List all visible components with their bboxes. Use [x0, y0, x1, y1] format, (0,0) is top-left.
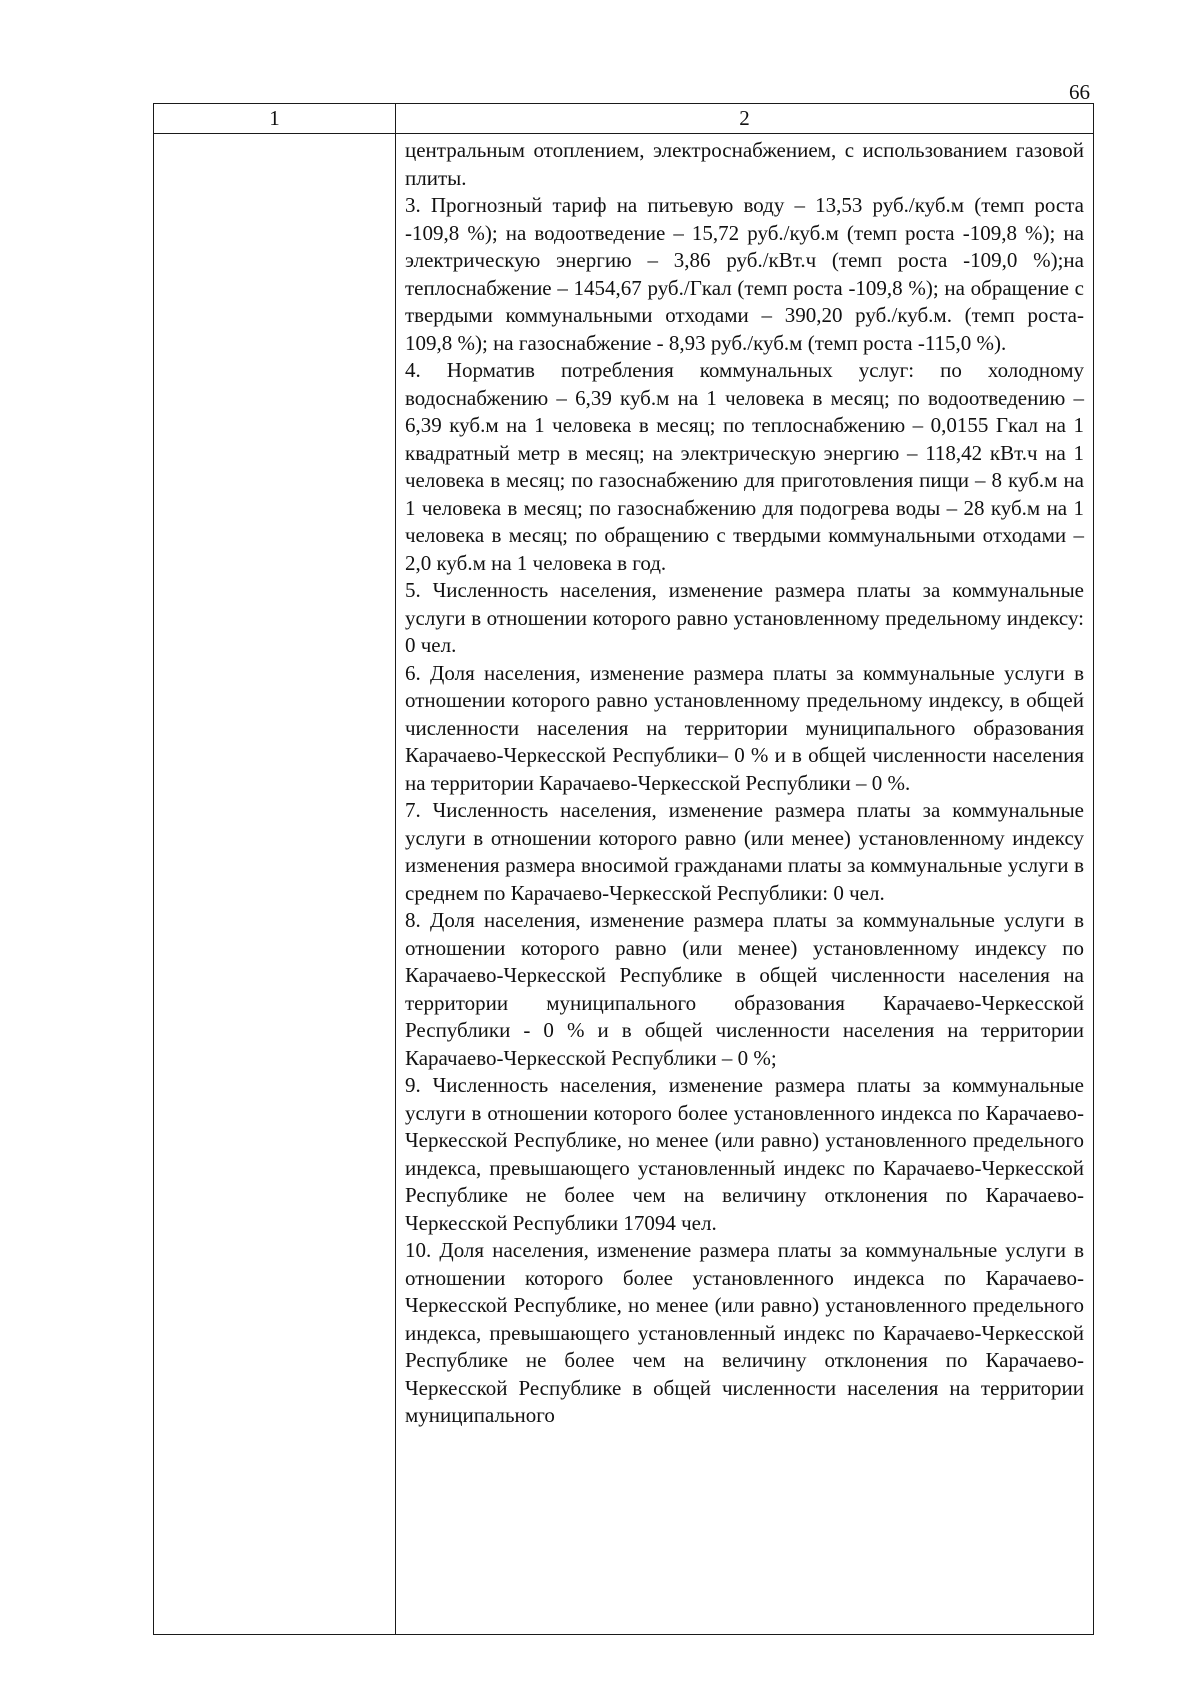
table-body-row: [154, 134, 1094, 1635]
table-header-row: [154, 104, 1094, 134]
paragraph-7: 7. Численность населения, изменение размера платы за коммунальные услуги в отношении которого равно (или менее) установленному индексу изменения размера вносимой гражданами платы за коммунальные услуги в среднем по Карачаево-Черкесской Республики: 0 чел.: [405, 798, 1084, 905]
paragraph-9: 9. Численность населения, изменение размера платы за коммунальные услуги в отношении которого более установленного индекса по Карачаево-Черкесской Республике, но менее (или равно) установленного предельного индекса, превышающего установленный индекс по Карачаево-Черкесской Республике не более чем на величину отклонения по Карачаево-Черкесской Республики 17094 чел.: [405, 1073, 1084, 1235]
paragraph-8: 8. Доля населения, изменение размера платы за коммунальные услуги в отношении которого равно (или менее) установленному индексу по Карачаево-Черкесской Республике в общей численности населения на территории муниципального образования Карачаево-Черкесской Республики - 0 % и в общей численности населения на территории Карачаево-Черкесской Республики – 0 %;: [405, 908, 1084, 1070]
paragraph-4-norms: 4. Норматив потребления коммунальных услуг: по холодному водоснабжению – 6,39 куб.м на 1 человека в месяц; по водоотведению – 6,39 куб.м на 1 человека в месяц; по теплоснабжению – 0,0155 Гкал на 1 квадратный метр в месяц; на электрическую энергию – 118,42 кВт.ч на 1 человека в месяц; по газоснабжению для приготовления пищи – 8 куб.м на 1 человека в месяц; по газоснабжению для подогрева воды – 28 куб.м на 1 человека в месяц; по обращению с твердыми коммунальными отходами – 2,0 куб.м на 1 человека в год.: [405, 358, 1084, 575]
paragraph-10: 10. Доля населения, изменение размера платы за коммунальные услуги в отношении которого более установленного индекса по Карачаево-Черкесской Республике, но менее (или равно) установленного предельного индекса, превышающего установленный индекс по Карачаево-Черкесской Республике не более чем на величину отклонения по Карачаево-Черкесской Республике в общей численности населения на территории муниципального: [405, 1238, 1084, 1427]
paragraph-6: 6. Доля населения, изменение размера платы за коммунальные услуги в отношении которого равно установленному предельному индексу, в общей численности населения на территории муниципального образования Карачаево-Черкесской Республики– 0 % и в общей численности населения на территории Карачаево-Черкесской Республики – 0 %.: [405, 660, 1084, 795]
paragraph-continuation: центральным отоплением, электроснабжением, с использованием газовой плиты.: [405, 138, 1084, 190]
column-header-1: 1: [154, 104, 396, 134]
column-header-2: 2: [396, 104, 1094, 134]
content-text: [396, 134, 1093, 1430]
column-2-cell: [396, 134, 1094, 1635]
page-number: 66: [1069, 80, 1090, 104]
column-1-cell: [154, 134, 396, 1635]
paragraph-5: 5. Численность населения, изменение размера платы за коммунальные услуги в отношении которого равно установленному предельному индексу: 0 чел.: [405, 578, 1084, 657]
paragraph-3-tariffs: 3. Прогнозный тариф на питьевую воду – 13,53 руб./куб.м (темп роста -109,8 %); на водоотведение – 15,72 руб./куб.м (темп роста -109,8 %); на электрическую энергию – 3,86 руб./кВт.ч (темп роста -109,0 %);на теплоснабжение – 1454,67 руб./Гкал (темп роста -109,8 %); на обращение с твердыми коммунальными отходами – 390,20 руб./куб.м. (темп роста- 109,8 %); на газоснабжение - 8,93 руб./куб.м (темп роста -115,0 %).: [405, 193, 1084, 355]
document-table: [153, 103, 1094, 1635]
